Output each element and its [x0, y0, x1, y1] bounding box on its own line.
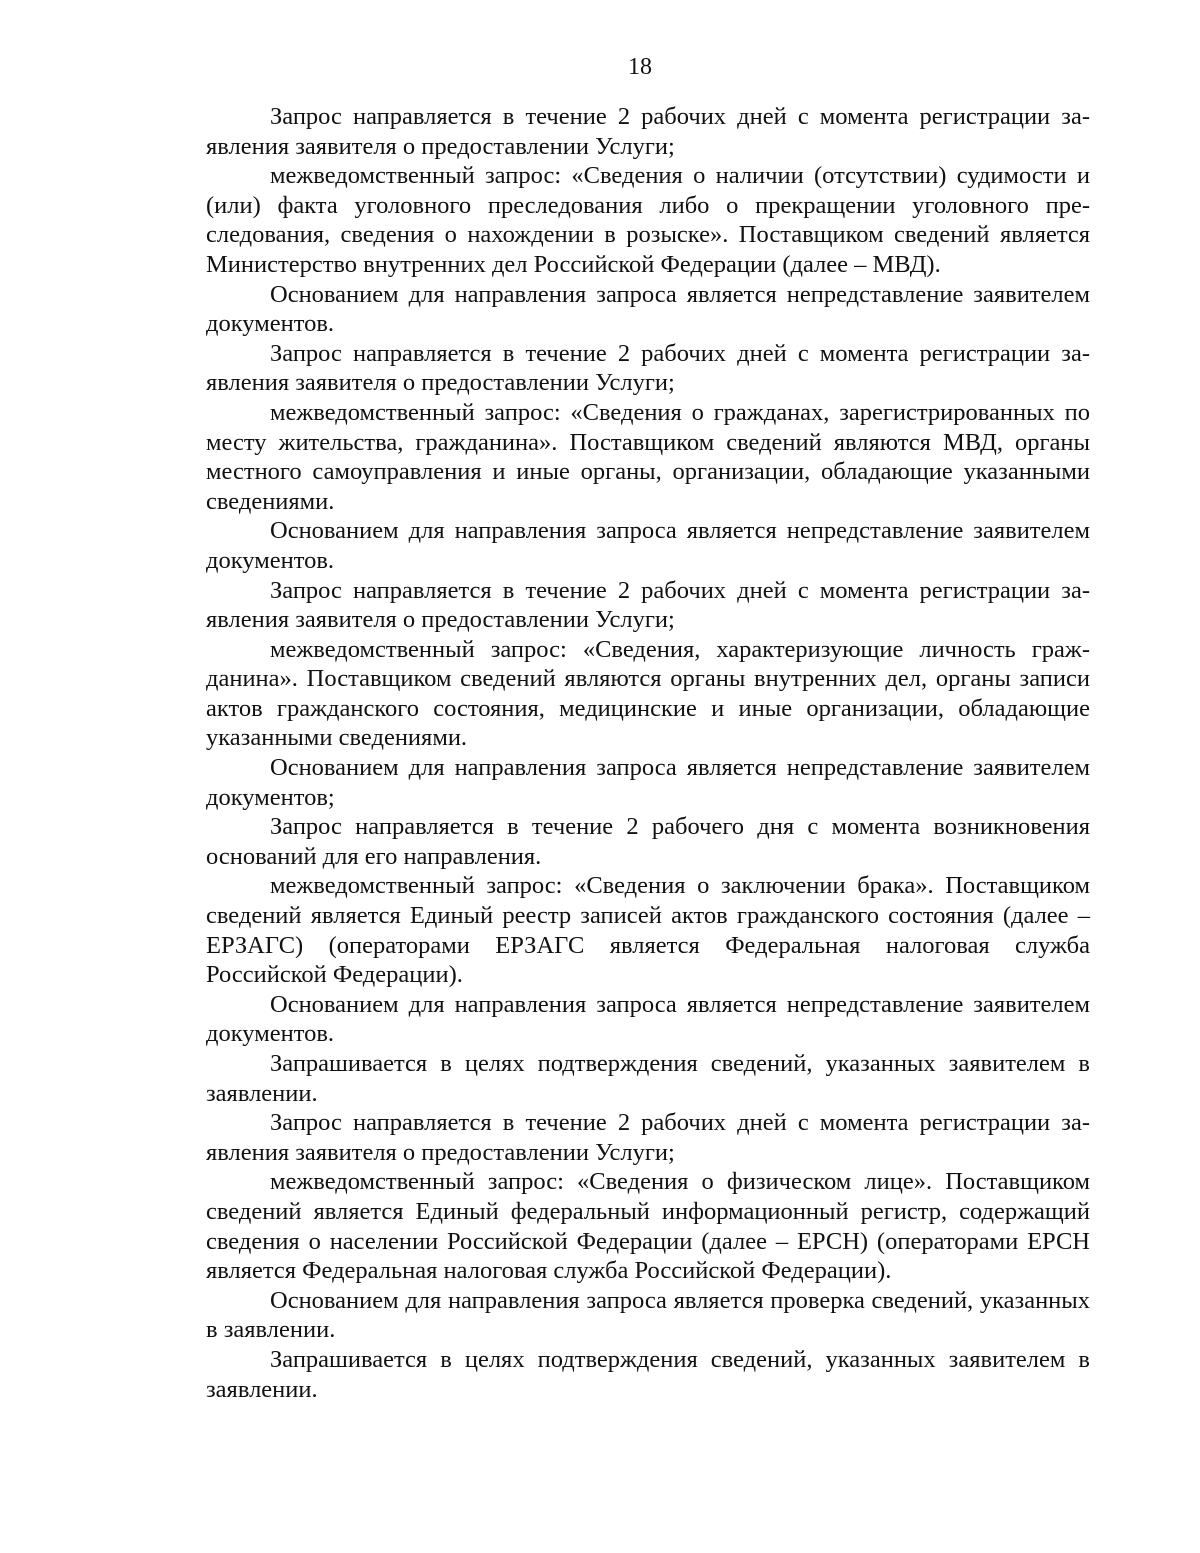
paragraph: Запрос направляется в течение 2 рабочих дней с момента регистрации заявления заявителя о предоставлении Услуги;: [206, 1109, 1090, 1166]
paragraph: Запрос направляется в течение 2 рабочих дней с момента регистрации заявления заявителя о предоставлении Услуги;: [206, 576, 1090, 634]
document-body: [206, 102, 1090, 1404]
paragraph: межведомственный запрос: «Сведения, характеризующие личность гражданина». Поставщиком сведений являются органы внутренних дел, органы записи актов гражданского состояния, медицинские и иные организации, обладающие указанными сведениями.: [206, 635, 1090, 752]
paragraph: Основанием для направления запроса является непредставление заявителем документов.: [206, 517, 1090, 574]
paragraph: Основанием для направления запроса является проверка сведений, указанных в заявлении.: [206, 1286, 1090, 1344]
paragraph: межведомственный запрос: «Сведения о гражданах, зарегистрированных по месту жительства, гражданина». Поставщиком сведений являются МВД, органы местного самоуправления и иные органы, организации, обладающие указанными сведениями.: [206, 398, 1090, 515]
paragraph: межведомственный запрос: «Сведения о физическом лице». Поставщиком сведений является Единый федеральный информационный регистр, содержащий сведения о населении Российской Федерации (далее – ЕРСН) (операторами ЕРСН является Федеральная налоговая служба Российской Федерации).: [206, 1168, 1090, 1285]
paragraph: Основанием для направления запроса является непредставление заявителем документов;: [206, 754, 1090, 811]
paragraph: Запрос направляется в течение 2 рабочего дня с момента возникновения оснований для его направления.: [206, 813, 1090, 870]
paragraph: Запрос направляется в течение 2 рабочих дней с момента регистрации заявления заявителя о предоставлении Услуги;: [206, 103, 1090, 160]
page-number: 18: [628, 54, 652, 80]
paragraph: Основанием для направления запроса является непредставление заявителем документов.: [206, 990, 1090, 1048]
paragraph: межведомственный запрос: «Сведения о наличии (отсутствии) судимости и (или) факта уголовного преследования либо о прекращении уголовного преследования, сведения о нахождении в розыске». Поставщиком сведений является Министерство внутренних дел Российской Федерации (далее – МВД).: [206, 162, 1090, 278]
paragraph: Запрашивается в целях подтверждения сведений, указанных заявителем в заявлении.: [206, 1345, 1090, 1403]
paragraph: межведомственный запрос: «Сведения о заключении брака». Поставщиком сведений является Единый реестр записей актов гражданского состояния (далее – ЕРЗАГС) (операторами ЕРЗАГС является Федеральная налоговая служба Российской Федерации).: [206, 872, 1090, 989]
paragraph: Основанием для направления запроса является непредставление заявителем документов.: [206, 280, 1090, 338]
paragraph: Запрос направляется в течение 2 рабочих дней с момента регистрации заявления заявителя о предоставлении Услуги;: [206, 339, 1090, 397]
paragraph: Запрашивается в целях подтверждения сведений, указанных заявителем в заявлении.: [206, 1050, 1090, 1107]
